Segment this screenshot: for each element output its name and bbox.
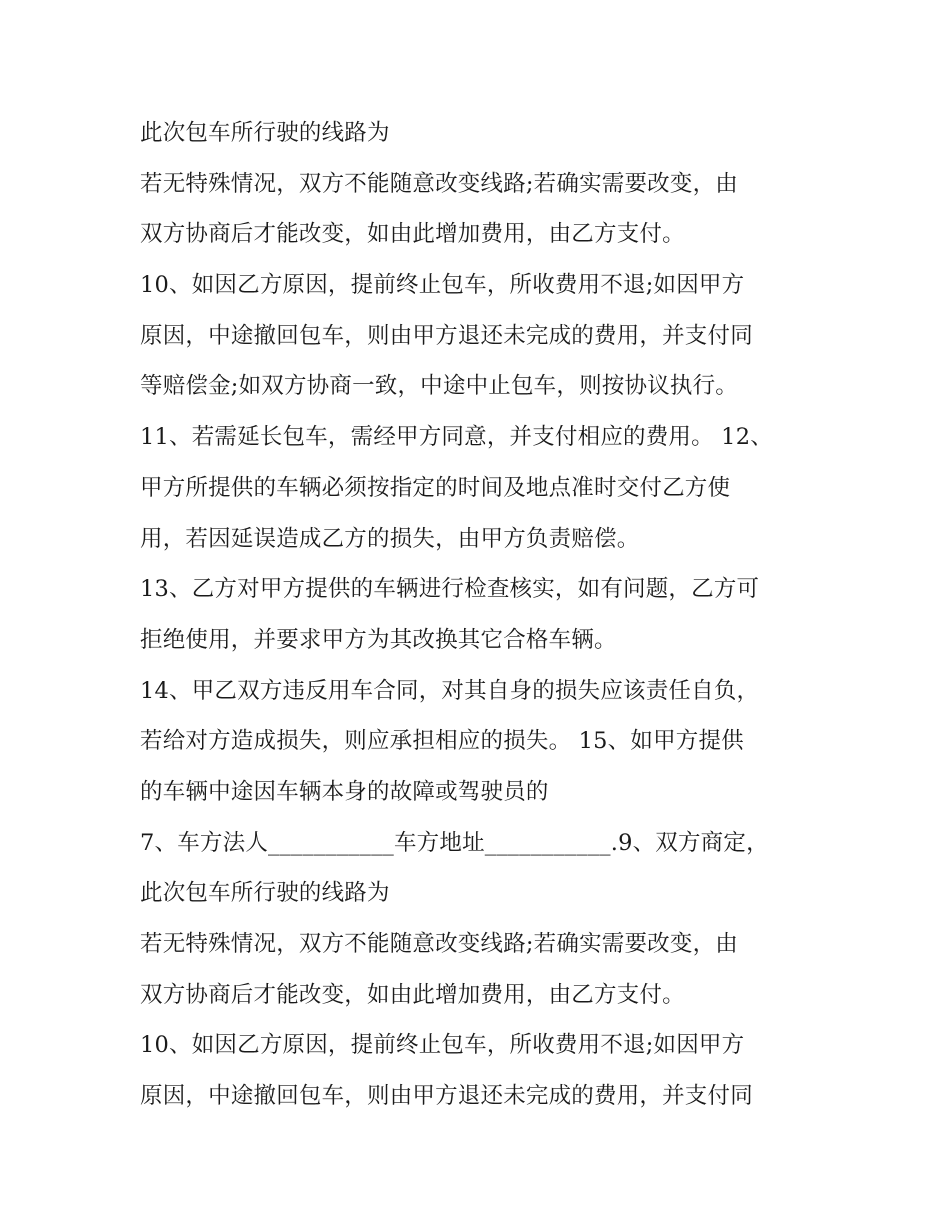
text-line: 双方协商后才能改变，如由此增加费用，由乙方支付。 bbox=[140, 981, 685, 1008]
text-line: 13、乙方对甲方提供的车辆进行检查核实，如有问题，乙方可 bbox=[140, 576, 760, 603]
text-line: 11、若需延长包车，需经甲方同意，并支付相应的费用。 12、 bbox=[140, 424, 773, 451]
text-line: 此次包车所行驶的线路为 bbox=[140, 120, 390, 146]
text-line: 的车辆中途因车辆本身的故障或驾驶员的 bbox=[140, 778, 549, 805]
text-line: 原因，中途撤回包车，则由甲方退还未完成的费用，并支付同 bbox=[140, 322, 753, 349]
text-line: 7、车方法人___________车方地址___________.9、双方商定， bbox=[140, 829, 769, 856]
text-line: 甲方所提供的车辆必须按指定的时间及地点准时交付乙方使 bbox=[140, 474, 731, 501]
text-line: 等赔偿金;如双方协商一致，中途中止包车，则按协议执行。 bbox=[140, 373, 738, 400]
text-line: 原因，中途撤回包车，则由甲方退还未完成的费用，并支付同 bbox=[140, 1083, 753, 1110]
text-line: 用，若因延误造成乙方的损失，由甲方负责赔偿。 bbox=[140, 525, 640, 552]
text-line: 拒绝使用，并要求甲方为其改换其它合格车辆。 bbox=[140, 626, 617, 653]
text-line: 10、如因乙方原因，提前终止包车，所收费用不退;如因甲方 bbox=[140, 272, 745, 299]
text-line: 10、如因乙方原因，提前终止包车，所收费用不退;如因甲方 bbox=[140, 1032, 745, 1059]
document-body bbox=[140, 108, 830, 1122]
text-line: 此次包车所行驶的线路为 bbox=[140, 880, 390, 907]
text-line: 若无特殊情况，双方不能随意改变线路;若确实需要改变，由 bbox=[140, 170, 738, 197]
text-line: 若无特殊情况，双方不能随意改变线路;若确实需要改变，由 bbox=[140, 931, 738, 957]
text-line: 双方协商后才能改变，如由此增加费用，由乙方支付。 bbox=[140, 221, 685, 248]
text-line: 14、甲乙双方违反用车合同，对其自身的损失应该责任自负， bbox=[140, 677, 760, 704]
text-line: 若给对方造成损失，则应承担相应的损失。 15、如甲方提供 bbox=[140, 728, 744, 755]
